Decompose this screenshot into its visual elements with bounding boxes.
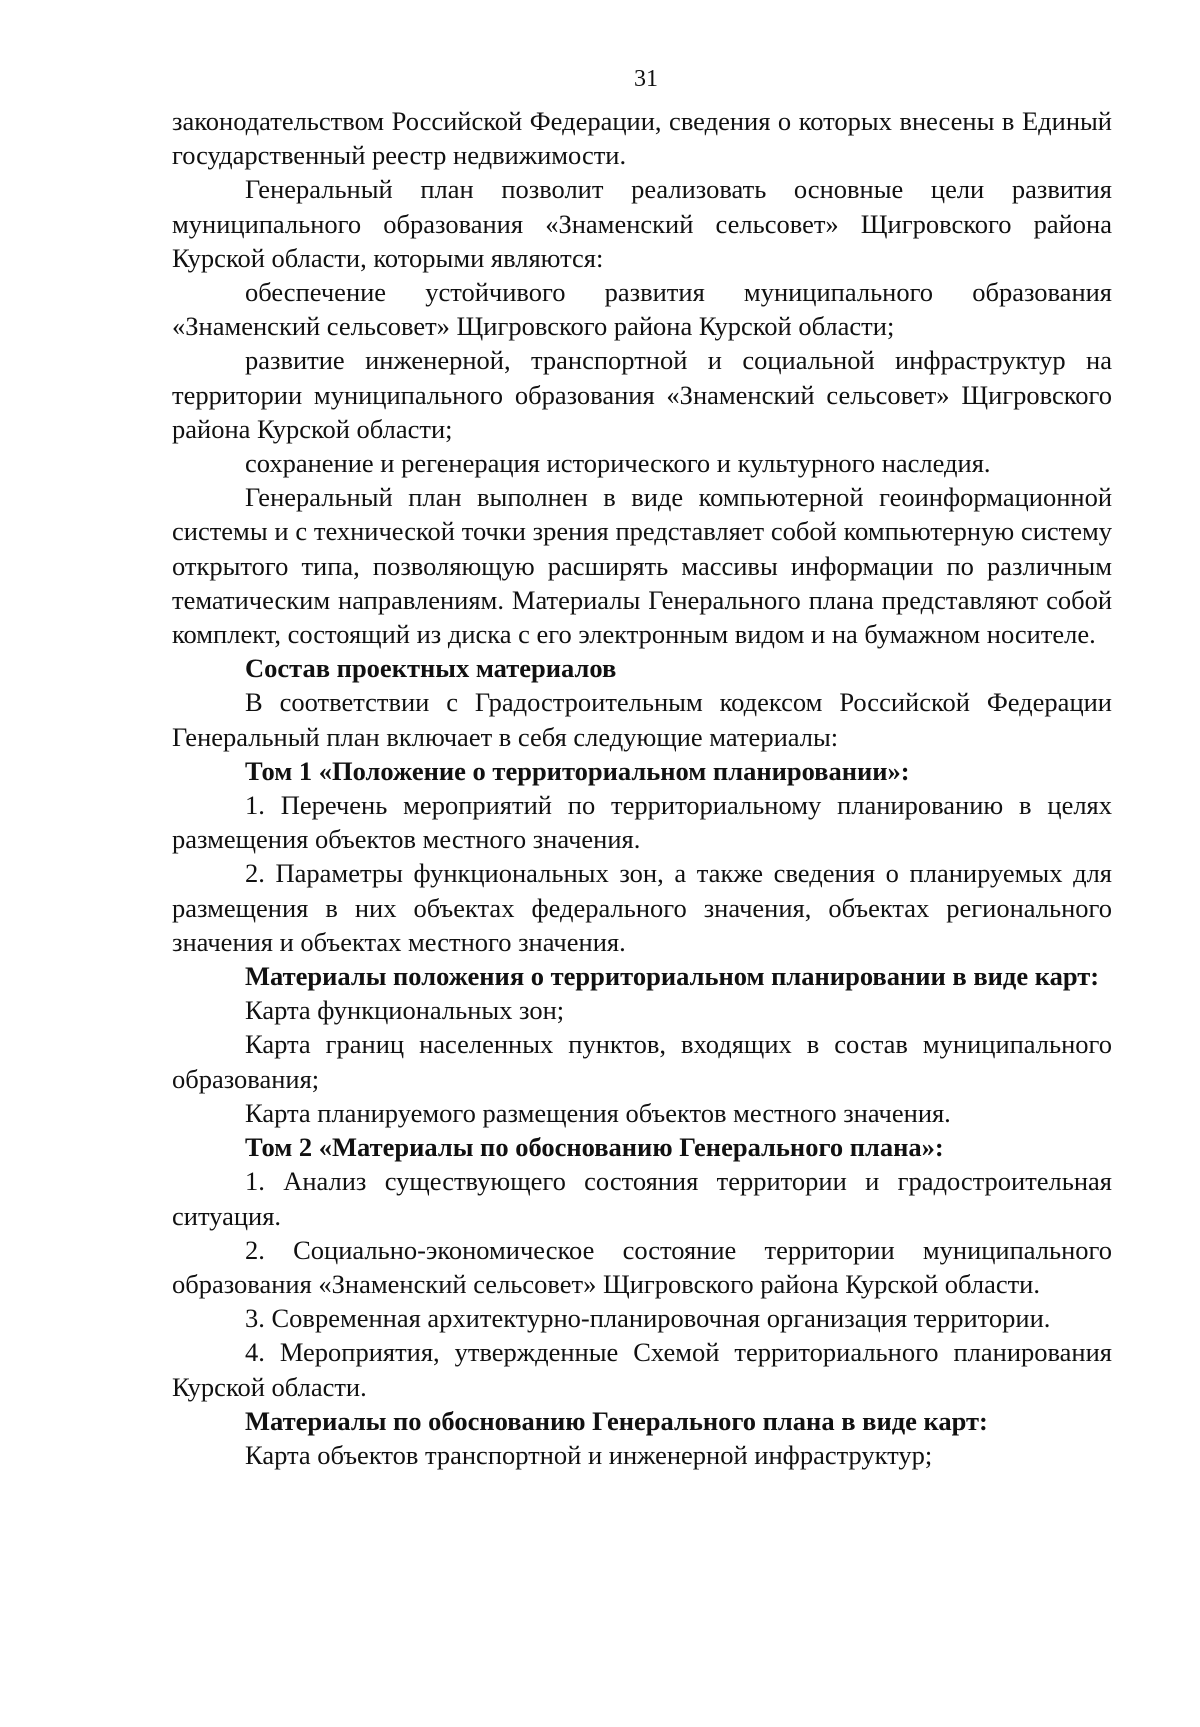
list-item-goal-1: обеспечение устойчивого развития муниципального образования «Знаменский сельсовет» Щигровского района Курской области; [172,277,1112,342]
list-item-goal-3: сохранение и регенерация исторического и культурного наследия. [245,448,991,479]
volume-2-map-item-1: Карта объектов транспортной и инженерной инфраструктур; [245,1439,933,1470]
volume-2-item-3: 3. Современная архитектурно-планировочная организация территории. [245,1303,1051,1334]
volume-1-item-1: 1. Перечень мероприятий по территориальному планированию в целях размещения объектов местного значения. [172,790,1112,855]
paragraph-gis: Генеральный план выполнен в виде компьютерной геоинформационной системы и с технической точки зрения представляет собой компьютерную систему открытого типа, позволяющую расширять массивы информации по различным тематическим направлениям. Материалы Генерального плана представляют собой комплект, состоящий из диска с его электронным видом и на бумажном носителе. [172,482,1112,650]
document-page [172,62,1112,1472]
list-item-goal-2: развитие инженерной, транспортной и социальной инфраструктур на территории муниципального образования «Знаменский сельсовет» Щигровского района Курской области; [172,345,1112,444]
volume-2-maps-heading: Материалы по обоснованию Генерального плана в виде карт: [245,1405,988,1436]
map-item-1: Карта функциональных зон; [245,995,565,1026]
volume-1-maps-heading: Материалы положения о территориальном планировании в виде карт: [245,961,1100,992]
volume-2-heading: Том 2 «Материалы по обоснованию Генерального плана»: [245,1132,944,1163]
page-number: 31 [634,66,658,92]
map-item-2: Карта границ населенных пунктов, входящих в состав муниципального образования; [172,1029,1112,1094]
volume-2-item-4: 4. Мероприятия, утвержденные Схемой территориального планирования Курской области. [172,1337,1112,1402]
section-heading-materials: Состав проектных материалов [245,653,617,684]
volume-1-item-2: 2. Параметры функциональных зон, а также сведения о планируемых для размещения в них объектах федерального значения, объектах регионального значения и объектах местного значения. [172,858,1112,957]
paragraph-2: Генеральный план позволит реализовать основные цели развития муниципального образования «Знаменский сельсовет» Щигровского района Курской области, которыми являются: [172,174,1112,273]
volume-2-item-1: 1. Анализ существующего состояния территории и градостроительная ситуация. [172,1166,1112,1231]
volume-2-item-2: 2. Социально-экономическое состояние территории муниципального образования «Знаменский сельсовет» Щигровского района Курской области. [172,1234,1112,1299]
paragraph-code: В соответствии с Градостроительным кодексом Российской Федерации Генеральный план включает в себя следующие материалы: [172,687,1112,752]
paragraph-1: законодательством Российской Федерации, сведения о которых внесены в Единый государственный реестр недвижимости. [172,106,1112,171]
volume-1-heading: Том 1 «Положение о территориальном планировании»: [245,755,910,786]
map-item-3: Карта планируемого размещения объектов местного значения. [245,1097,951,1128]
